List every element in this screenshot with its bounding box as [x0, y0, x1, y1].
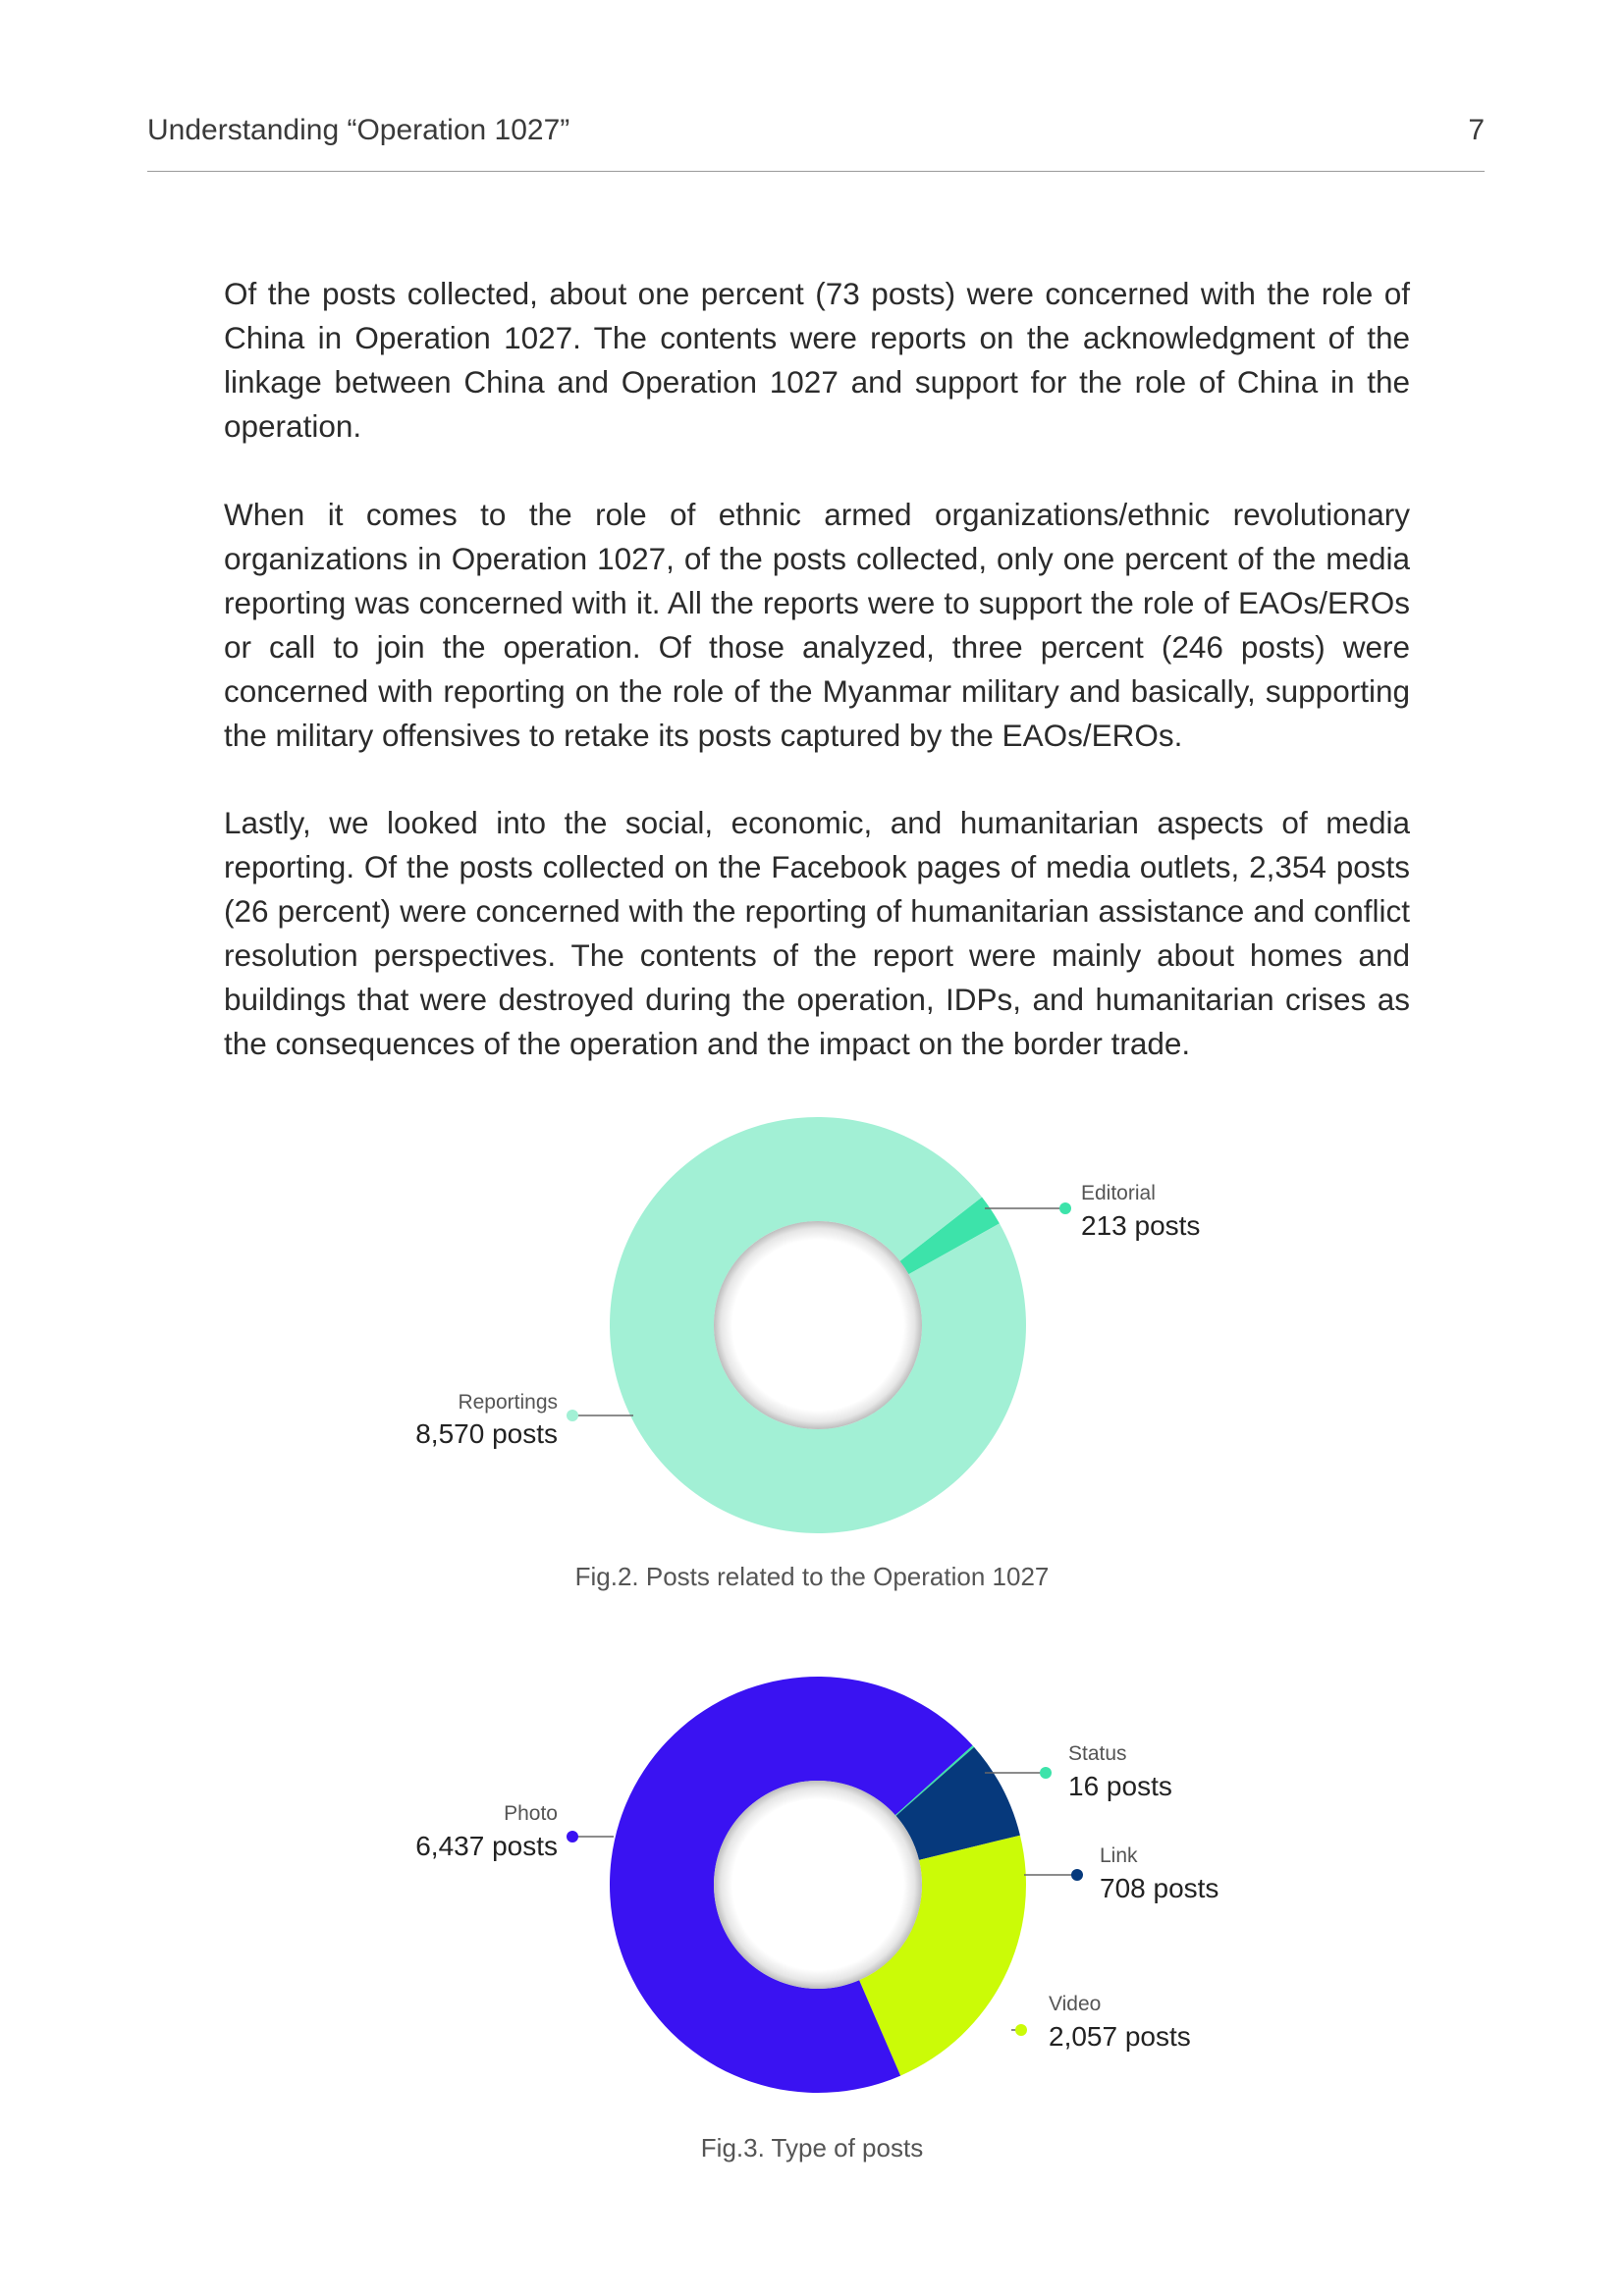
- link-label: Link: [1100, 1844, 1138, 1867]
- paragraph-humanitarian: Lastly, we looked into the social, economic, and humanitarian aspects of media reporting. Of the posts collected on the Facebook pages of media outlets, 2,354 posts (26 percent) were concerned with the reporting of humanitarian assistance and conflict resolution perspectives. The contents of the report were mainly about homes and buildings that were destroyed during the operation, IDPs, and humanitarian crises as the consequences of the operation and the impact on the border trade.: [224, 805, 1410, 1061]
- donut-hole: [714, 1781, 922, 1989]
- running-title: Understanding “Operation 1027”: [147, 114, 570, 146]
- page-header: [147, 110, 1485, 172]
- reportings-marker-dot: [567, 1410, 578, 1421]
- video-label: Video: [1049, 1993, 1102, 2015]
- reportings-label: Reportings: [458, 1391, 558, 1414]
- link-marker-dot: [1071, 1869, 1083, 1881]
- reportings-value: 8,570 posts: [415, 1418, 558, 1449]
- status-value: 16 posts: [1068, 1771, 1172, 1801]
- editorial-label: Editorial: [1081, 1182, 1156, 1204]
- editorial-value: 213 posts: [1081, 1210, 1201, 1241]
- photo-label: Photo: [504, 1802, 558, 1825]
- video-value: 2,057 posts: [1049, 2021, 1191, 2052]
- photo-marker-dot: [567, 1831, 578, 1842]
- photo-value: 6,437 posts: [415, 1831, 558, 1861]
- figure-2-caption: Fig.2. Posts related to the Operation 1027: [574, 1562, 1050, 1591]
- page-number: 7: [1468, 114, 1485, 146]
- donut-hole: [714, 1221, 922, 1429]
- link-value: 708 posts: [1100, 1873, 1219, 1903]
- figure-3-caption: Fig.3. Type of posts: [700, 2133, 924, 2163]
- video-marker-dot: [1015, 2024, 1027, 2036]
- paragraph-china-role: Of the posts collected, about one percent (73 posts) were concerned with the role of China in Operation 1027. The contents were reports on the acknowledgment of the linkage between China and Operation 1027 and support for the role of China in the operation.: [224, 276, 1410, 444]
- editorial-marker-dot: [1059, 1202, 1071, 1214]
- status-label: Status: [1068, 1742, 1127, 1765]
- posts-related-donut-chart: [0, 1090, 1624, 1561]
- status-marker-dot: [1040, 1767, 1052, 1779]
- paragraph-eao-role: When it comes to the role of ethnic armed organizations/ethnic revolutionary organizations in Operation 1027, of the posts collected, only one percent of the media reporting was concerned with it. All the reports were to support the role of EAOs/EROs or call to join the operation. Of those analyzed, three percent (246 posts) were concerned with reporting on the role of the Myanmar military and basically, supporting the military offensives to retake its posts captured by the EAOs/EROs.: [224, 497, 1410, 753]
- type-of-posts-donut-chart: [0, 1659, 1624, 2130]
